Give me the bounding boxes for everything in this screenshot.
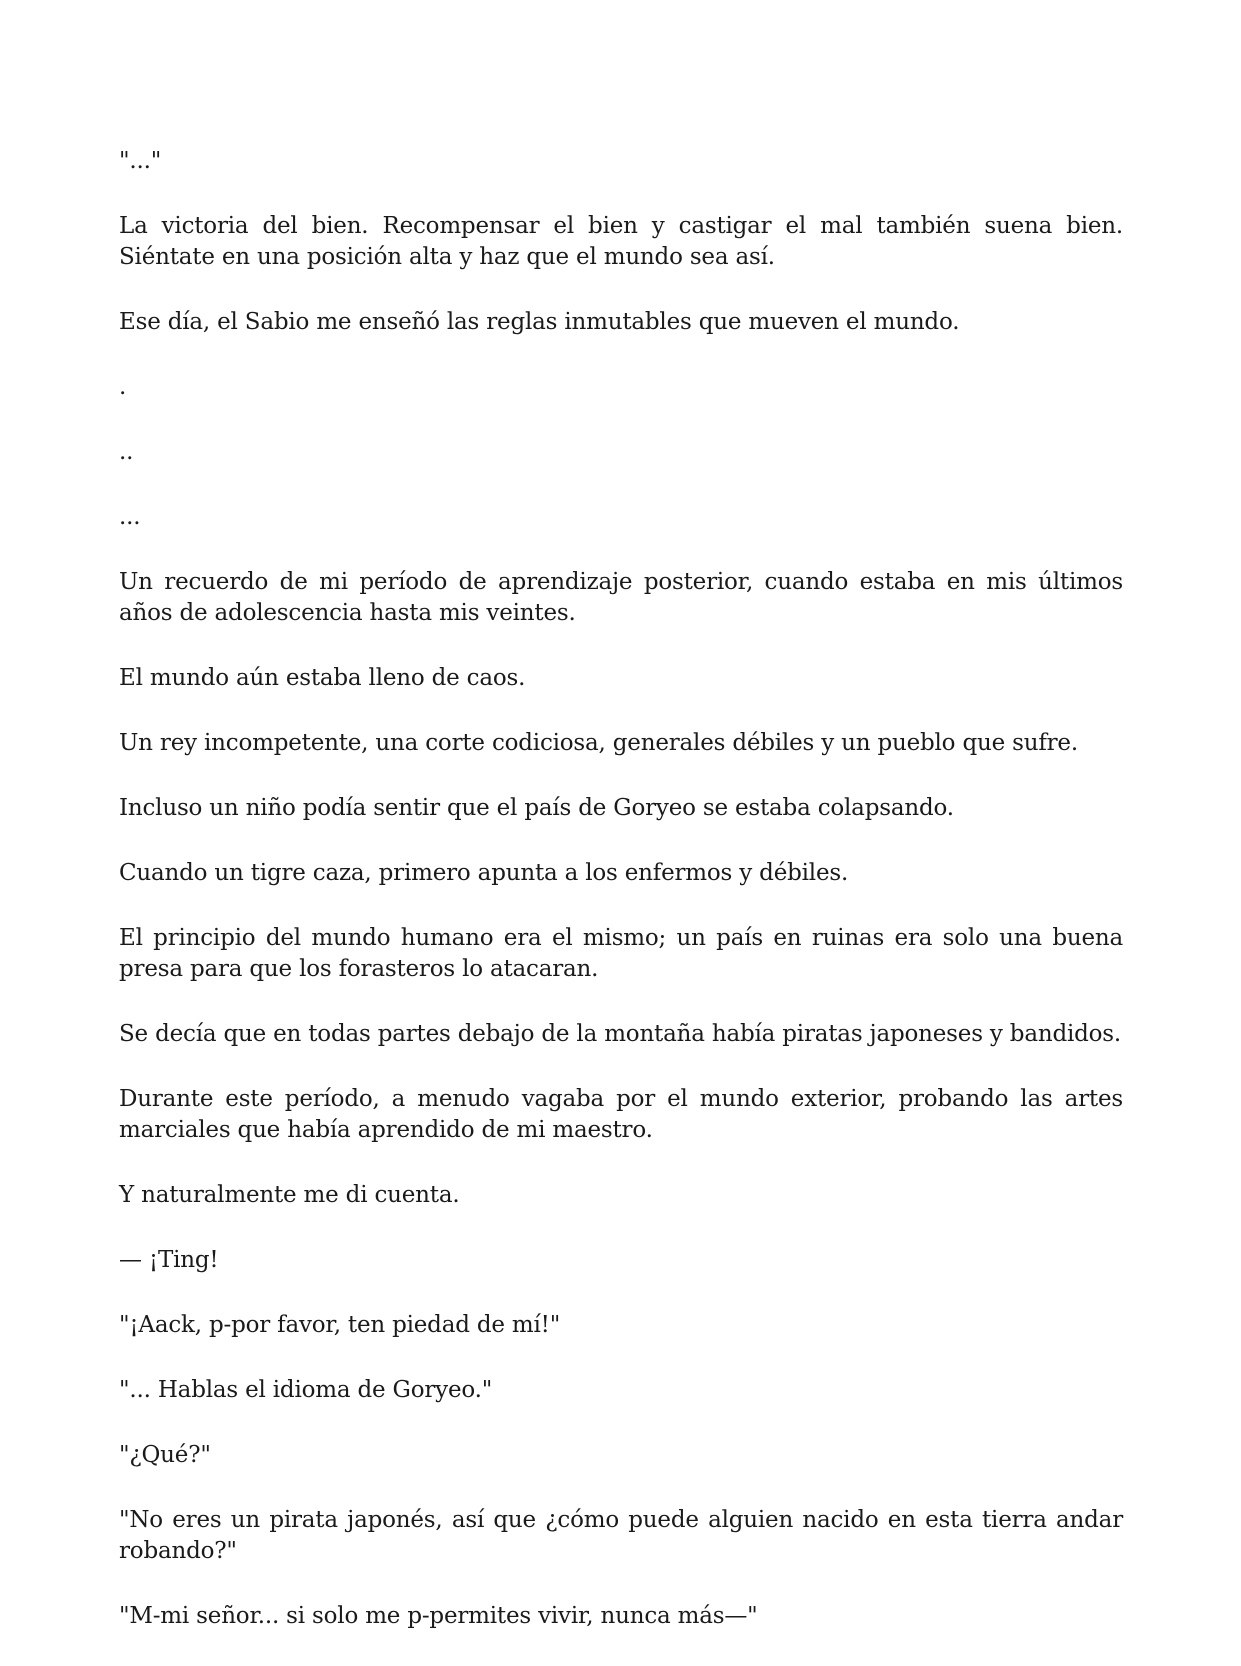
scene-break-dot: ... [119,504,141,530]
paragraph: "..." [119,148,162,174]
dialogue-line: "¿Qué?" [119,1442,211,1468]
paragraph: Y naturalmente me di cuenta. [119,1182,460,1208]
paragraph: Cuando un tigre caza, primero apunta a los enfermos y débiles. [119,860,849,886]
paragraph: Un rey incompetente, una corte codiciosa, generales débiles y un pueblo que sufre. [119,730,1078,756]
paragraph: Se decía que en todas partes debajo de la montaña había piratas japoneses y bandidos. [119,1021,1122,1047]
paragraph: Incluso un niño podía sentir que el país de Goryeo se estaba colapsando. [119,795,954,821]
dialogue-line: "¡Aack, p-por favor, ten piedad de mí!" [119,1312,561,1338]
scene-break-dot: . [119,374,127,400]
dialogue-line: "... Hablas el idioma de Goryeo." [119,1377,493,1403]
dialogue-line: "No eres un pirata japonés, así que ¿cómo puede alguien nacido en esta tierra andar robando?" [119,1507,1123,1564]
scene-break-dot: .. [119,439,134,465]
sound-effect-line: — ¡Ting! [119,1247,219,1273]
dialogue-line: "M-mi señor... si solo me p-permites vivir, nunca más—" [119,1603,758,1629]
document-body [119,146,1123,1666]
paragraph: Durante este período, a menudo vagaba por el mundo exterior, probando las artes marciales que había aprendido de mi maestro. [119,1086,1123,1143]
paragraph: El principio del mundo humano era el mismo; un país en ruinas era solo una buena presa para que los forasteros lo atacaran. [119,925,1123,982]
paragraph: La victoria del bien. Recompensar el bien y castigar el mal también suena bien. Siéntate en una posición alta y haz que el mundo sea así. [119,213,1123,270]
paragraph: El mundo aún estaba lleno de caos. [119,665,526,691]
paragraph: Ese día, el Sabio me enseñó las reglas inmutables que mueven el mundo. [119,309,960,335]
paragraph: Un recuerdo de mi período de aprendizaje posterior, cuando estaba en mis últimos años de adolescencia hasta mis veintes. [119,569,1123,626]
